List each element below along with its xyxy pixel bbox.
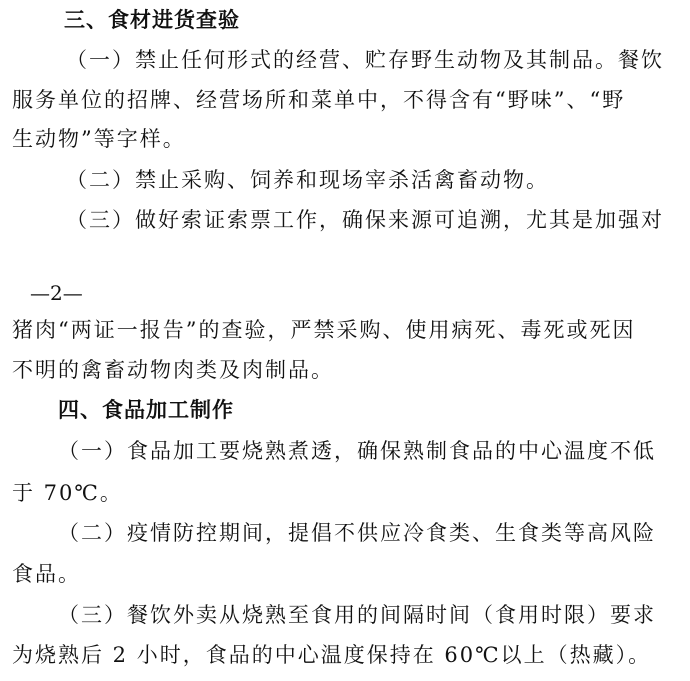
section-heading-3: 三、食材进货查验 — [64, 8, 240, 32]
paragraph-line: （一）食品加工要烧熟煮透，确保熟制食品的中心温度不低 — [58, 439, 656, 463]
paragraph-line: 食品。 — [12, 562, 81, 586]
paragraph-line: 为烧熟后 2 小时，食品的中心温度保持在 60℃以上（热藏）。 — [12, 643, 652, 667]
paragraph-line: （二）禁止采购、饲养和现场宰杀活禽畜动物。 — [66, 168, 549, 192]
paragraph-line: （一）禁止任何形式的经营、贮存野生动物及其制品。餐饮 — [66, 48, 664, 72]
paragraph-line: （二）疫情防控期间，提倡不供应冷食类、生食类等高风险 — [58, 521, 656, 545]
paragraph-line: （三）做好索证索票工作，确保来源可追溯，尤其是加强对 — [66, 208, 664, 232]
paragraph-line: 不明的禽畜动物肉类及肉制品。 — [12, 358, 334, 382]
paragraph-line: 于 70℃。 — [12, 481, 123, 505]
paragraph-line: 猪肉“两证一报告”的查验，严禁采购、使用病死、毒死或死因 — [12, 318, 636, 342]
paragraph-line: 服务单位的招牌、经营场所和菜单中，不得含有“野味”、“野 — [12, 88, 626, 112]
section-heading-4: 四、食品加工制作 — [58, 398, 234, 422]
paragraph-line: （三）餐饮外卖从烧熟至食用的间隔时间（食用时限）要求 — [58, 603, 656, 627]
paragraph-line: 生动物”等字样。 — [12, 127, 186, 151]
page-number: —2— — [30, 281, 83, 305]
